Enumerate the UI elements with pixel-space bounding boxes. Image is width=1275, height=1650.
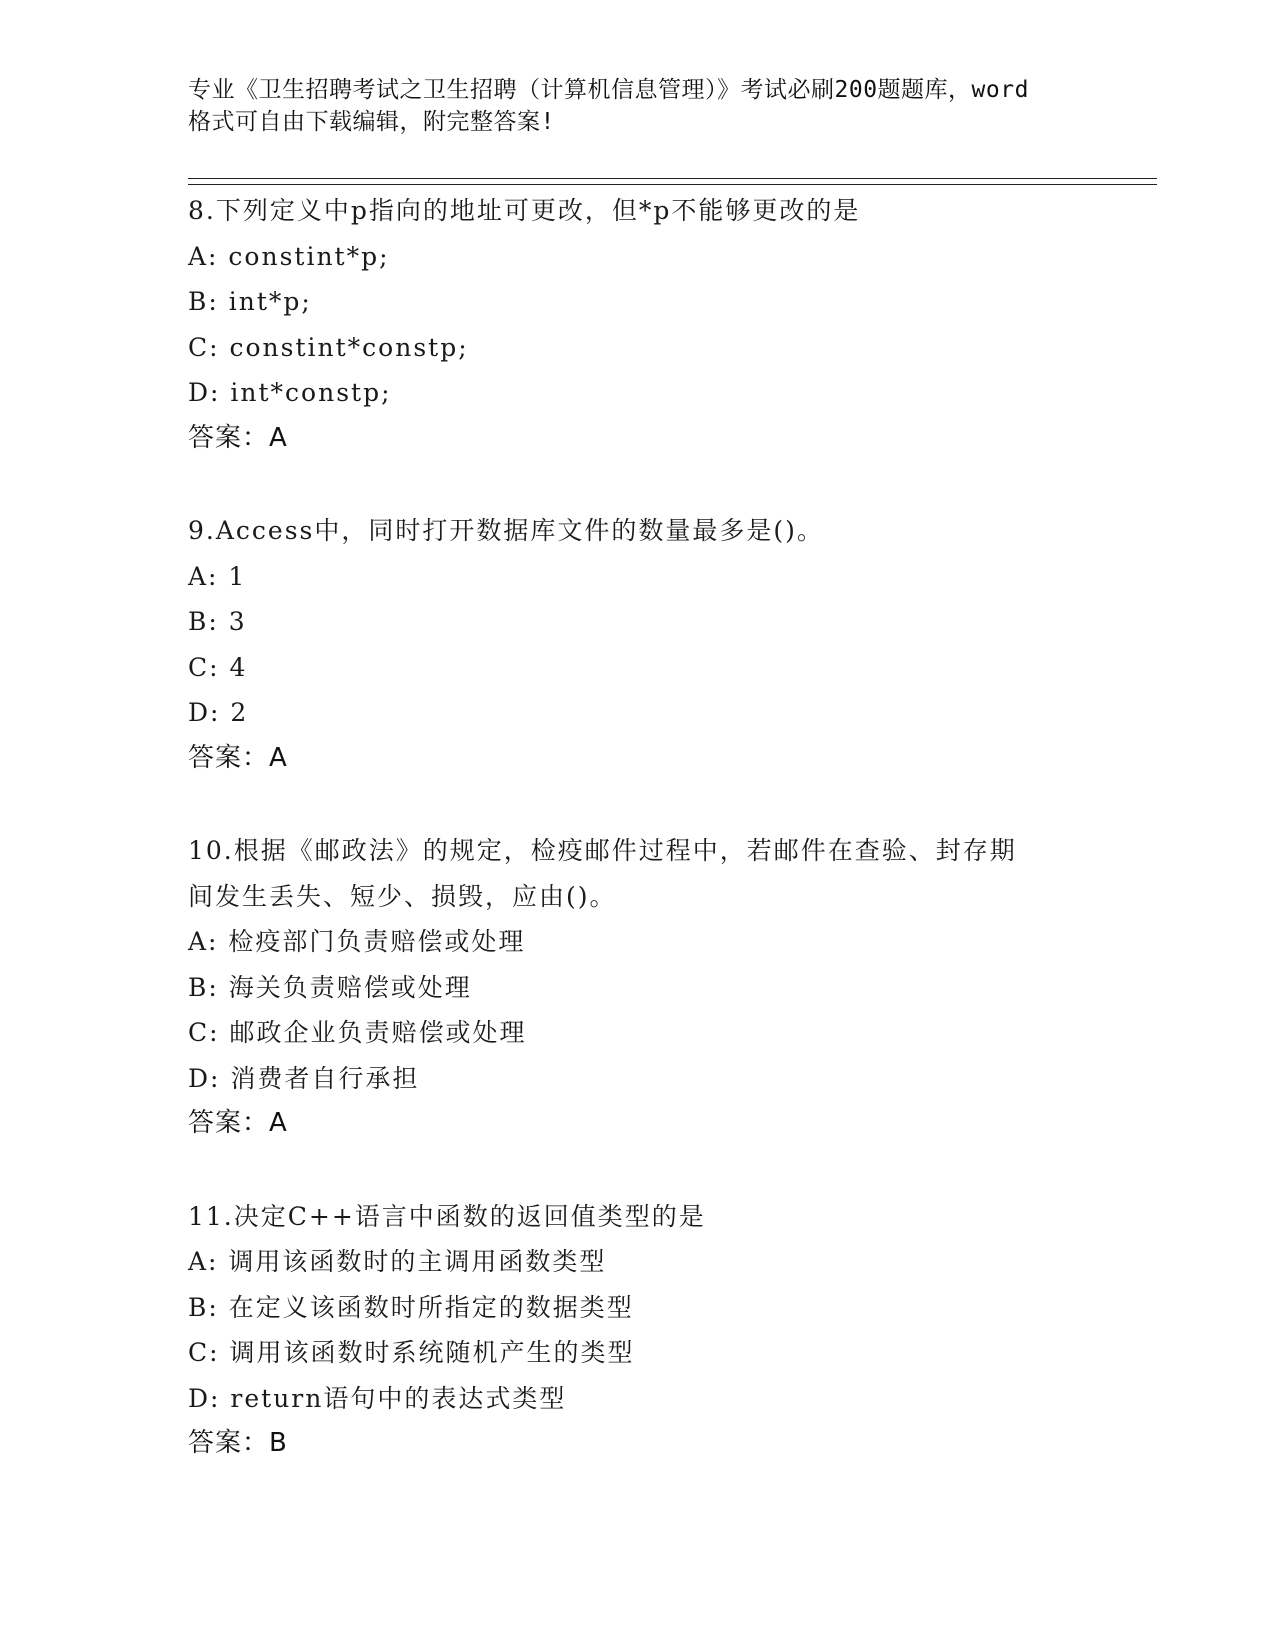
option-b: B: 在定义该函数时所指定的数据类型	[188, 1292, 634, 1322]
option-d: D: return语句中的表达式类型	[188, 1383, 567, 1413]
question-stem: 8.下列定义中p指向的地址可更改，但*p不能够更改的是	[188, 196, 861, 225]
question-stem: 11.决定C++语言中函数的返回值类型的是	[188, 1201, 706, 1231]
question-stem-line-2: 间发生丢失、短少、损毁，应由()。	[188, 881, 617, 911]
question-stem-line-1: 10.根据《邮政法》的规定，检疫邮件过程中，若邮件在查验、封存期	[188, 836, 1017, 865]
question-8	[188, 188, 1148, 461]
option-a: A: 检疫部门负责赔偿或处理	[188, 927, 526, 956]
option-d: D: 消费者自行承担	[188, 1063, 420, 1093]
answer: 答案：A	[188, 1108, 288, 1138]
header-line-1: 专业《卫生招聘考试之卫生招聘（计算机信息管理）》考试必刷200题题库，word	[188, 77, 1029, 103]
option-c: C: 调用该函数时系统随机产生的类型	[188, 1338, 635, 1367]
header-divider-bottom	[188, 184, 1157, 185]
option-b: B: int*p;	[188, 287, 312, 316]
option-a: A: 1	[188, 561, 247, 591]
question-11	[188, 1194, 1148, 1467]
option-b: B: 海关负责赔偿或处理	[188, 972, 472, 1002]
option-a: A: 调用该函数时的主调用函数类型	[188, 1247, 607, 1276]
answer: 答案：A	[188, 422, 288, 453]
header-line-2: 格式可自由下载编辑，附完整答案!	[188, 109, 555, 135]
option-b: B: 3	[188, 607, 247, 636]
option-c: C: constint*constp;	[188, 332, 469, 362]
question-10	[188, 828, 1148, 1147]
option-d: D: int*constp;	[188, 378, 392, 407]
option-c: C: 4	[188, 652, 248, 682]
answer: 答案：B	[188, 1428, 288, 1458]
question-stem: 9.Access中，同时打开数据库文件的数量最多是()。	[188, 516, 824, 545]
option-a: A: constint*p;	[188, 241, 390, 271]
document-header	[188, 74, 1088, 138]
question-9	[188, 508, 1148, 781]
header-divider-top	[188, 178, 1157, 179]
option-d: D: 2	[188, 698, 249, 727]
question-list	[188, 188, 1148, 1514]
option-c: C: 邮政企业负责赔偿或处理	[188, 1018, 527, 1047]
answer: 答案：A	[188, 742, 288, 773]
